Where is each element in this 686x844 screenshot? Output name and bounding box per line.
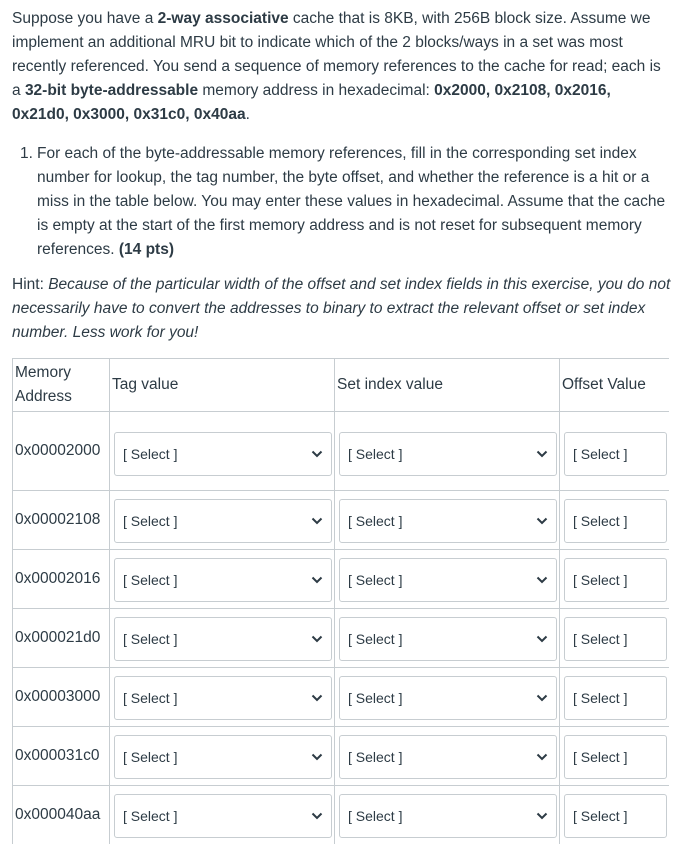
offset-cell: [560, 412, 669, 491]
select-placeholder: [ Select ]: [348, 631, 402, 647]
tag-select[interactable]: [114, 676, 332, 720]
select-placeholder: [ Select ]: [123, 572, 177, 588]
memory-address-cell: [13, 727, 110, 786]
set-index-cell: [335, 727, 560, 786]
set-index-select[interactable]: [339, 499, 557, 543]
select-placeholder: [ Select ]: [348, 808, 402, 824]
tag-select[interactable]: [114, 735, 332, 779]
problem-intro: [12, 7, 672, 127]
memory-address: 0x00002108: [15, 511, 100, 528]
set-index-select[interactable]: [339, 617, 557, 661]
select-placeholder: [ Select ]: [123, 749, 177, 765]
offset-select[interactable]: [564, 735, 667, 779]
select-placeholder: [ Select ]: [348, 749, 402, 765]
offset-cell: [560, 491, 669, 550]
tag-cell: [110, 786, 335, 844]
intro-text-3: memory address in hexadecimal:: [198, 82, 434, 99]
set-index-select[interactable]: [339, 735, 557, 779]
intro-text-4: .: [246, 106, 250, 123]
question-points: (14 pts): [119, 241, 174, 258]
chevron-down-icon: [536, 449, 548, 459]
select-placeholder: [ Select ]: [123, 513, 177, 529]
table-row: [13, 786, 669, 844]
tag-cell: [110, 609, 335, 668]
memory-address-cell: [13, 491, 110, 550]
memory-address-cell: [13, 609, 110, 668]
set-index-select[interactable]: [339, 676, 557, 720]
question-text: For each of the byte-addressable memory references, fill in the corresponding set index number for lookup, the tag number, the byte offset, and whether the reference is a hit or a miss in the table below. You may enter these values in hexadecimal. Assume that the cache is empty at the start of the first memory address and is not reset for subsequent memory references.: [37, 145, 665, 258]
table-row: [13, 727, 669, 786]
set-index-cell: [335, 412, 560, 491]
chevron-down-icon: [311, 516, 323, 526]
intro-bold-2: 32-bit byte-addressable: [25, 82, 198, 99]
intro-bold-1: 2-way associative: [158, 10, 289, 27]
chevron-down-icon: [311, 811, 323, 821]
set-index-select[interactable]: [339, 794, 557, 838]
chevron-down-icon: [536, 693, 548, 703]
header-offset-value: Offset Value: [560, 359, 669, 412]
select-placeholder: [ Select ]: [573, 572, 627, 588]
tag-cell: [110, 491, 335, 550]
chevron-down-icon: [536, 575, 548, 585]
offset-select[interactable]: [564, 794, 667, 838]
tag-select[interactable]: [114, 499, 332, 543]
table-row: [13, 412, 669, 491]
table-header-row: [13, 359, 669, 412]
chevron-down-icon: [311, 634, 323, 644]
select-placeholder: [ Select ]: [123, 631, 177, 647]
chevron-down-icon: [536, 634, 548, 644]
select-placeholder: [ Select ]: [123, 446, 177, 462]
address-sequence: 0x2000, 0x2108, 0x2016, 0x21d0, 0x3000, 0x31c0, 0x40aa: [12, 82, 611, 123]
select-placeholder: [ Select ]: [573, 749, 627, 765]
header-memory-address: Memory Address: [13, 359, 110, 412]
memory-address-cell: [13, 412, 110, 491]
chevron-down-icon: [536, 811, 548, 821]
set-index-cell: [335, 786, 560, 844]
offset-cell: [560, 550, 669, 609]
offset-cell: [560, 786, 669, 844]
select-placeholder: [ Select ]: [573, 808, 627, 824]
question-number: 1.: [20, 142, 33, 166]
set-index-cell: [335, 668, 560, 727]
tag-select[interactable]: [114, 794, 332, 838]
memory-address-cell: [13, 550, 110, 609]
question-item: [20, 142, 672, 262]
tag-cell: [110, 668, 335, 727]
tag-select[interactable]: [114, 432, 332, 476]
select-placeholder: [ Select ]: [123, 808, 177, 824]
intro-text-2: cache that is 8KB, with 256B block size. Assume we implement an additional MRU bit to indicate which of the 2 blocks/ways in a set was most recently referenced. You send a sequence of memory references to the cache for read; each is a: [12, 10, 661, 99]
chevron-down-icon: [311, 752, 323, 762]
set-index-cell: [335, 491, 560, 550]
memory-address: 0x00002000: [15, 442, 100, 459]
memory-address: 0x00003000: [15, 688, 100, 705]
table-row: [13, 491, 669, 550]
tag-select[interactable]: [114, 558, 332, 602]
answer-table: [12, 358, 669, 844]
memory-address: 0x000040aa: [15, 806, 100, 823]
memory-address-cell: [13, 786, 110, 844]
select-placeholder: [ Select ]: [348, 446, 402, 462]
set-index-cell: [335, 609, 560, 668]
memory-address: 0x00002016: [15, 570, 100, 587]
chevron-down-icon: [311, 693, 323, 703]
set-index-select[interactable]: [339, 432, 557, 476]
tag-cell: [110, 412, 335, 491]
tag-cell: [110, 727, 335, 786]
chevron-down-icon: [311, 575, 323, 585]
table-row: [13, 668, 669, 727]
offset-cell: [560, 727, 669, 786]
offset-cell: [560, 668, 669, 727]
memory-address: 0x000021d0: [15, 629, 100, 646]
offset-select[interactable]: [564, 499, 667, 543]
offset-select[interactable]: [564, 617, 667, 661]
header-set-index-value: Set index value: [335, 359, 560, 412]
offset-select[interactable]: [564, 558, 667, 602]
tag-cell: [110, 550, 335, 609]
set-index-select[interactable]: [339, 558, 557, 602]
offset-cell: [560, 609, 669, 668]
hint-paragraph: [12, 273, 672, 345]
chevron-down-icon: [536, 752, 548, 762]
tag-select[interactable]: [114, 617, 332, 661]
chevron-down-icon: [536, 516, 548, 526]
offset-select[interactable]: [564, 432, 667, 476]
select-placeholder: [ Select ]: [348, 690, 402, 706]
offset-select[interactable]: [564, 676, 667, 720]
hint-label: Hint:: [12, 276, 48, 293]
header-tag-value: Tag value: [110, 359, 335, 412]
select-placeholder: [ Select ]: [348, 513, 402, 529]
intro-text-1: Suppose you have a: [12, 10, 158, 27]
select-placeholder: [ Select ]: [348, 572, 402, 588]
select-placeholder: [ Select ]: [573, 631, 627, 647]
question-list: [20, 142, 672, 262]
memory-address: 0x000031c0: [15, 747, 99, 764]
table-row: [13, 609, 669, 668]
hint-text: Because of the particular width of the offset and set index fields in this exercise, you do not necessarily have to convert the addresses to binary to extract the relevant offset or set index number. Less work for you!: [12, 276, 670, 341]
table-row: [13, 550, 669, 609]
select-placeholder: [ Select ]: [573, 446, 627, 462]
select-placeholder: [ Select ]: [573, 513, 627, 529]
memory-address-cell: [13, 668, 110, 727]
chevron-down-icon: [311, 449, 323, 459]
set-index-cell: [335, 550, 560, 609]
select-placeholder: [ Select ]: [123, 690, 177, 706]
select-placeholder: [ Select ]: [573, 690, 627, 706]
